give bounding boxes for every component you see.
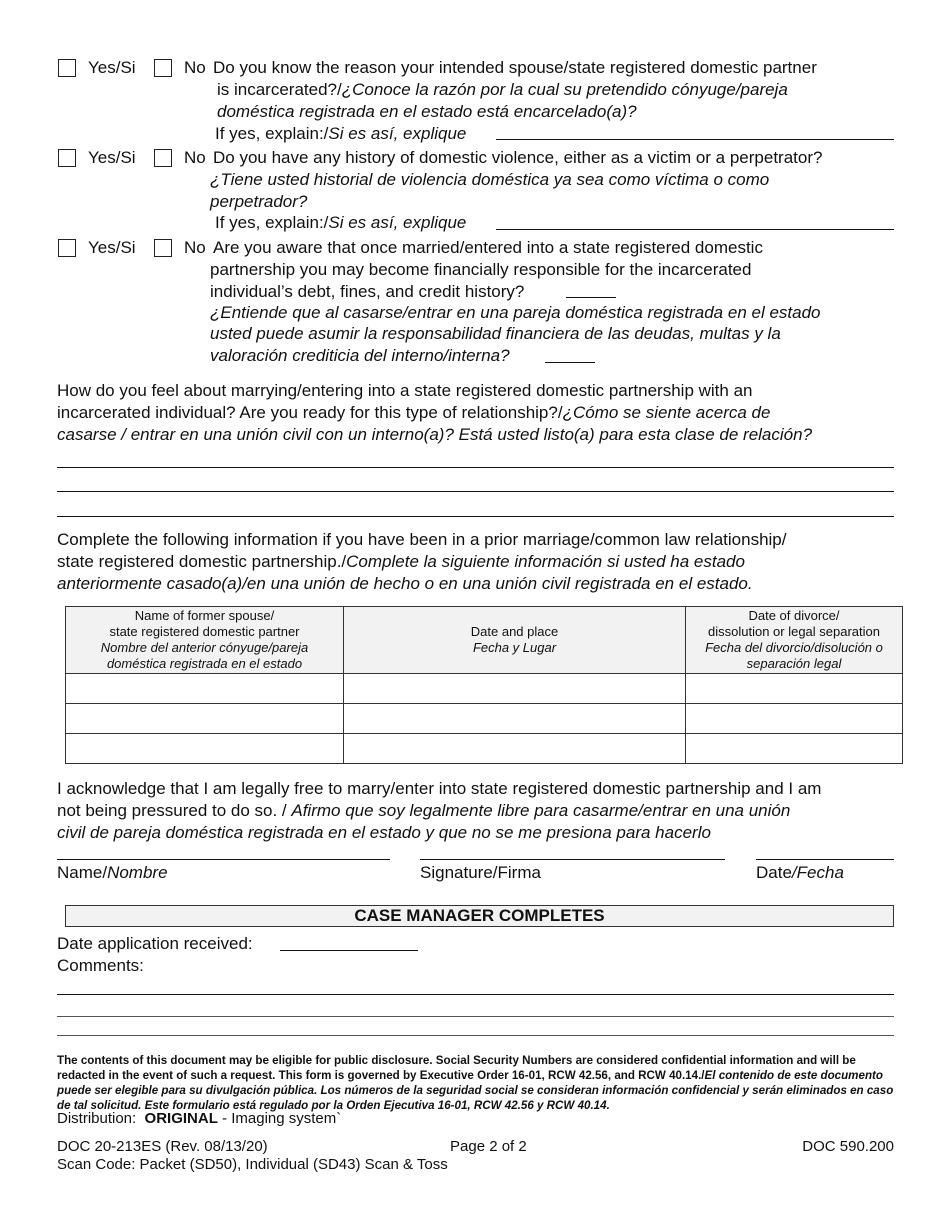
- q2-text-es: ¿Tiene usted historial de violencia doméstica ya sea como víctima o como: [210, 170, 770, 189]
- date-label-en: Date: [756, 863, 792, 882]
- doc-code: DOC 20-213ES (Rev. 08/13/20): [57, 1138, 268, 1155]
- ack-paragraph: [57, 778, 902, 844]
- distribution-label: Distribution:: [57, 1110, 137, 1127]
- q2-yes-checkbox[interactable]: [58, 149, 76, 167]
- q3-no-label: No: [184, 238, 206, 257]
- scan-code: Scan Code: Packet (SD50), Individual (SD43) Scan & Toss: [57, 1156, 448, 1173]
- distribution-value: ORIGINAL: [144, 1110, 218, 1127]
- feel-paragraph: [57, 380, 902, 446]
- q3-text-en-3: individual’s debt, fines, and credit history?: [210, 282, 525, 301]
- q1-no-checkbox[interactable]: [154, 59, 172, 77]
- prior-marriage-table: [65, 606, 903, 764]
- feel-line-2: [57, 402, 902, 424]
- cell-former-spouse[interactable]: [66, 734, 344, 764]
- disclosure-notice: [57, 1053, 895, 1113]
- date-received-field[interactable]: [280, 950, 418, 951]
- col1-en-1: Name of former spouse/: [134, 608, 275, 623]
- cell-former-spouse[interactable]: [66, 704, 344, 734]
- feel-es-2: ¿Cómo se siente acerca de: [562, 403, 771, 422]
- date-label: [756, 862, 844, 884]
- feel-answer-line-1[interactable]: [57, 467, 894, 468]
- q1-explain-field[interactable]: [496, 139, 894, 140]
- col3-en-1: Date of divorce/: [748, 608, 840, 623]
- q1-explain-en: If yes, explain:/: [215, 124, 329, 143]
- q2-no-checkbox[interactable]: [154, 149, 172, 167]
- page-number: Page 2 of 2: [450, 1138, 527, 1155]
- q2-explain-es: Si es así, explique: [328, 213, 467, 232]
- distribution-rest: - Imaging system`: [217, 1110, 342, 1127]
- feel-line-1: How do you feel about marrying/entering into a state registered domestic partnership with an: [57, 381, 753, 400]
- ack-es-2: Afirmo que soy legalmente libre para casarme/entrar en una unión: [291, 801, 791, 820]
- q1-text-es: ¿Conoce la razón por la cual su pretendido cónyuge/pareja: [341, 80, 788, 99]
- col2-es: Fecha y Lugar: [472, 640, 557, 655]
- q3-text-es-2: usted puede asumir la responsabilidad financiera de las deudas, multas y la: [210, 324, 781, 343]
- date-field[interactable]: [756, 859, 894, 860]
- col-former-spouse-header: [66, 607, 344, 674]
- feel-answer-line-2[interactable]: [57, 491, 894, 492]
- col3-es-2: separación legal: [746, 656, 842, 671]
- col1-es-1: Nombre del anterior cónyuge/pareja: [100, 640, 309, 655]
- q1-yes-label: Yes/Si: [88, 58, 136, 77]
- name-label: [57, 862, 168, 884]
- q2-explain-field[interactable]: [496, 229, 894, 230]
- cell-divorce-date[interactable]: [686, 674, 903, 704]
- feel-line-3: casarse / entrar en una unión civil con un interno(a)? Está usted listo(a) para esta clase de relación?: [57, 425, 813, 444]
- q3-yes-checkbox[interactable]: [58, 239, 76, 257]
- q2-yes-label: Yes/Si: [88, 148, 136, 167]
- q3-text-en-2: partnership you may become financially responsible for the incarcerated: [210, 260, 752, 279]
- col-divorce-date-header: [686, 607, 903, 674]
- prior-line-1: Complete the following information if you have been in a prior marriage/common law relationship/: [57, 530, 787, 549]
- name-label-en: Name/: [57, 863, 108, 882]
- q3-text-es: ¿Entiende que al casarse/entrar en una pareja doméstica registrada en el estado: [210, 303, 821, 322]
- case-manager-heading: CASE MANAGER COMPLETES: [65, 905, 894, 927]
- q2-no-label: No: [184, 148, 206, 167]
- prior-line-2: [57, 551, 902, 573]
- q3-no-checkbox[interactable]: [154, 239, 172, 257]
- signature-label: Signature/Firma: [420, 863, 541, 882]
- q1-text-en: Do you know the reason your intended spouse/state registered domestic partner: [213, 58, 817, 77]
- cell-date-place[interactable]: [344, 704, 686, 734]
- q2-explain-label: [215, 212, 466, 234]
- date-received-label: Date application received:: [57, 934, 253, 953]
- distribution-line: [57, 1110, 341, 1128]
- prior-line-3: anteriormente casado(a)/en una unión de hecho o en una unión civil registrada en el estado.: [57, 574, 753, 593]
- cell-date-place[interactable]: [344, 674, 686, 704]
- comments-label: Comments:: [57, 956, 144, 975]
- cell-date-place[interactable]: [344, 734, 686, 764]
- comments-line-1[interactable]: [57, 994, 894, 995]
- q3-yes-label: Yes/Si: [88, 238, 136, 257]
- comments-line-2[interactable]: [57, 1016, 894, 1017]
- q3-initial-field-en[interactable]: [566, 297, 616, 298]
- col2-en: Date and place: [470, 624, 559, 639]
- prior-es-2: Complete la siguiente información si usted ha estado: [346, 552, 745, 571]
- q1-explain-es: Si es así, explique: [328, 124, 467, 143]
- q2-explain-en: If yes, explain:/: [215, 213, 329, 232]
- col-date-place-header: [344, 607, 686, 674]
- ack-line-3: civil de pareja doméstica registrada en el estado y que no se me presiona para hacerlo: [57, 823, 711, 842]
- table-row: [66, 734, 903, 764]
- q3-initial-field-es[interactable]: [545, 362, 595, 363]
- feel-en-2: incarcerated individual? Are you ready for this type of relationship?/: [57, 403, 563, 422]
- q2-text-es-2: perpetrador?: [210, 192, 308, 211]
- name-field[interactable]: [57, 859, 390, 860]
- q3-text-en: Are you aware that once married/entered into a state registered domestic: [213, 238, 763, 257]
- disclosure-es: El contenido de este documento puede ser elegible para su divulgación pública. Los números de la seguridad social se consideran información confidencial y serán eliminados en caso de tal solicitud. Este formulario está regulado por la Orden Ejecutiva 16-01, RCW 42.56 y RCW 40.14.: [57, 1069, 894, 1112]
- q2-text-en: Do you have any history of domestic violence, either as a victim or a perpetrator?: [213, 148, 823, 167]
- cell-former-spouse[interactable]: [66, 674, 344, 704]
- col1-es-2: doméstica registrada en el estado: [106, 656, 303, 671]
- prior-en-2: state registered domestic partnership./: [57, 552, 347, 571]
- ack-line-2: [57, 800, 902, 822]
- table-row: [66, 704, 903, 734]
- prior-paragraph: [57, 529, 902, 595]
- name-label-es: Nombre: [107, 863, 168, 882]
- comments-line-3[interactable]: [57, 1035, 894, 1036]
- cell-divorce-date[interactable]: [686, 704, 903, 734]
- q1-yes-checkbox[interactable]: [58, 59, 76, 77]
- q1-text-en-2: is incarcerated?/: [217, 80, 342, 99]
- disclosure-en: The contents of this document may be eligible for public disclosure. Social Security Numbers are considered confidential information and will be redacted in the event of such a request. This form is governed by Executive Order 16-01, RCW 42.56, and RCW 40.14./: [57, 1054, 856, 1082]
- feel-answer-line-3[interactable]: [57, 516, 894, 517]
- ack-en-2: not being pressured to do so. /: [57, 801, 292, 820]
- doc-number: DOC 590.200: [802, 1138, 894, 1155]
- q1-no-label: No: [184, 58, 206, 77]
- cell-divorce-date[interactable]: [686, 734, 903, 764]
- table-row: [66, 674, 903, 704]
- col3-en-2: dissolution or legal separation: [708, 624, 880, 639]
- q1-text-line2: [217, 79, 788, 101]
- ack-line-1: I acknowledge that I am legally free to marry/enter into state registered domestic partnership and I am: [57, 779, 822, 798]
- col3-es-1: Fecha del divorcio/disolución o: [705, 640, 883, 655]
- date-label-es: /Fecha: [791, 863, 844, 882]
- signature-field[interactable]: [420, 859, 725, 860]
- col1-en-2: state registered domestic partner: [109, 624, 300, 639]
- q3-text-es-3: valoración crediticia del interno/interna?: [210, 346, 510, 365]
- q1-explain-label: [215, 123, 466, 145]
- q1-text-es-2: doméstica registrada en el estado está encarcelado(a)?: [217, 102, 637, 121]
